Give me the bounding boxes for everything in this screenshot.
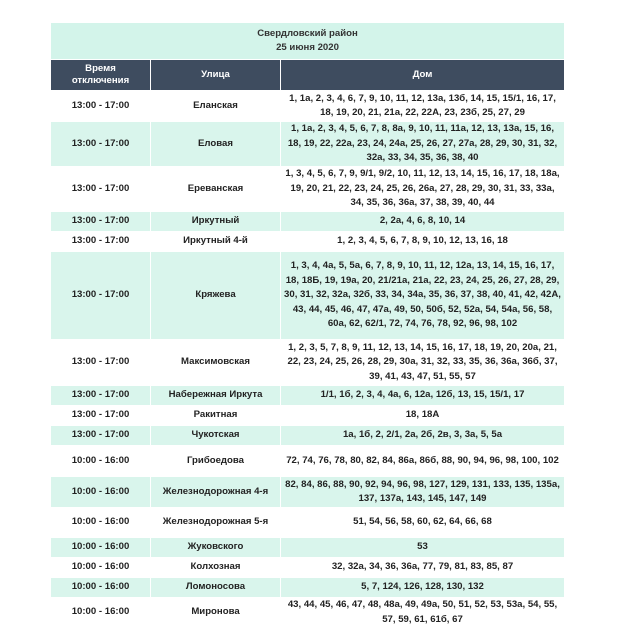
houses-cell: 51, 54, 56, 58, 60, 62, 64, 66, 68 bbox=[281, 508, 565, 538]
time-cell: 13:00 - 17:00 bbox=[51, 91, 151, 122]
houses-cell: 82, 84, 86, 88, 90, 92, 94, 96, 98, 127, 129, 131, 133, 135, 135а, 137, 137а, 143, 145, 147, 149 bbox=[281, 477, 565, 508]
header-time: Время отключения bbox=[51, 60, 151, 91]
time-cell: 13:00 - 17:00 bbox=[51, 426, 151, 446]
houses-cell: 43, 44, 45, 46, 47, 48, 48а, 49, 49а, 50, 51, 52, 53, 53а, 54, 55, 57, 59, 61, 61б, 67 bbox=[281, 598, 565, 628]
street-cell: Иркутный bbox=[151, 212, 281, 232]
houses-cell: 1, 3, 4, 4а, 5, 5а, 6, 7, 8, 9, 10, 11, 12, 12а, 13, 14, 15, 16, 17, 18, 18Б, 19, 19а, 20, 21/21а, 21а, 22, 23, 24, 25, 26, 27, 28, 29, 30, 31, 32, 32а, 32б, 33, 34, 34а, 35, 36, 37, 38, 40, 41, 42, 42А, 43, 44, 45, 46, 47, 47а, 49, 50, 50б, 52, 52а, 54, 54а, 56, 58, 60а, 62, 62/1, 72, 74, 76, 78, 92, 96, 98, 102 bbox=[281, 252, 565, 340]
houses-cell: 18, 18А bbox=[281, 406, 565, 426]
time-cell: 13:00 - 17:00 bbox=[51, 232, 151, 252]
houses-cell: 1а, 1б, 2, 2/1, 2а, 2б, 2в, 3, 3а, 5, 5а bbox=[281, 426, 565, 446]
outage-table bbox=[50, 22, 565, 628]
houses-cell: 1, 1а, 2, 3, 4, 5, 6, 7, 8, 8а, 9, 10, 11, 11а, 12, 13, 13а, 15, 16, 18, 19, 22, 22а, 23, 24, 24а, 25, 26, 27, 27а, 28, 29, 30, 31, 32, 32а, 33, 34, 35, 36, 38, 40 bbox=[281, 122, 565, 167]
time-cell: 10:00 - 16:00 bbox=[51, 508, 151, 538]
time-cell: 13:00 - 17:00 bbox=[51, 386, 151, 406]
street-cell: Чукотская bbox=[151, 426, 281, 446]
table-row bbox=[51, 538, 565, 558]
table-row bbox=[51, 212, 565, 232]
street-cell: Колхозная bbox=[151, 558, 281, 578]
street-cell: Жуковского bbox=[151, 538, 281, 558]
street-cell: Грибоедова bbox=[151, 446, 281, 477]
street-cell: Еловая bbox=[151, 122, 281, 167]
houses-cell: 32, 32а, 34, 36, 36а, 77, 79, 81, 83, 85, 87 bbox=[281, 558, 565, 578]
table-row bbox=[51, 340, 565, 386]
schedule-date: 25 июня 2020 bbox=[276, 42, 339, 53]
street-cell: Ломоносова bbox=[151, 578, 281, 598]
table-row bbox=[51, 386, 565, 406]
table-row bbox=[51, 446, 565, 477]
street-cell: Набережная Иркута bbox=[151, 386, 281, 406]
time-cell: 10:00 - 16:00 bbox=[51, 477, 151, 508]
houses-cell: 1/1, 1б, 2, 3, 4, 4а, 6, 12а, 12б, 13, 15, 15/1, 17 bbox=[281, 386, 565, 406]
time-cell: 10:00 - 16:00 bbox=[51, 446, 151, 477]
table-row bbox=[51, 232, 565, 252]
time-cell: 13:00 - 17:00 bbox=[51, 122, 151, 167]
table-row bbox=[51, 578, 565, 598]
time-cell: 10:00 - 16:00 bbox=[51, 598, 151, 628]
table-row bbox=[51, 122, 565, 167]
time-cell: 10:00 - 16:00 bbox=[51, 578, 151, 598]
time-cell: 10:00 - 16:00 bbox=[51, 558, 151, 578]
houses-cell: 1, 2, 3, 4, 5, 6, 7, 8, 9, 10, 12, 13, 16, 18 bbox=[281, 232, 565, 252]
street-cell: Максимовская bbox=[151, 340, 281, 386]
district-name: Свердловский район bbox=[257, 28, 358, 39]
time-cell: 13:00 - 17:00 bbox=[51, 340, 151, 386]
houses-cell: 1, 1а, 2, 3, 4, 6, 7, 9, 10, 11, 12, 13а, 13б, 14, 15, 15/1, 16, 17, 18, 19, 20, 21, 21а, 22, 22А, 23, 23б, 25, 27, 29 bbox=[281, 91, 565, 122]
street-cell: Ереванская bbox=[151, 167, 281, 212]
street-cell: Кряжева bbox=[151, 252, 281, 340]
street-cell: Иркутный 4-й bbox=[151, 232, 281, 252]
table-row bbox=[51, 508, 565, 538]
street-cell: Ракитная bbox=[151, 406, 281, 426]
outage-schedule bbox=[50, 22, 564, 628]
houses-cell: 5, 7, 124, 126, 128, 130, 132 bbox=[281, 578, 565, 598]
header-street: Улица bbox=[151, 60, 281, 91]
time-cell: 13:00 - 17:00 bbox=[51, 252, 151, 340]
table-row bbox=[51, 167, 565, 212]
street-cell: Еланская bbox=[151, 91, 281, 122]
time-cell: 13:00 - 17:00 bbox=[51, 406, 151, 426]
time-cell: 13:00 - 17:00 bbox=[51, 167, 151, 212]
street-cell: Железнодорожная 4-я bbox=[151, 477, 281, 508]
street-cell: Железнодорожная 5-я bbox=[151, 508, 281, 538]
houses-cell: 1, 2, 3, 5, 7, 8, 9, 11, 12, 13, 14, 15, 16, 17, 18, 19, 20, 20а, 21, 22, 23, 24, 25, 26, 28, 29, 30а, 31, 32, 33, 35, 36, 36а, 36б, 37, 39, 41, 43, 47, 51, 55, 57 bbox=[281, 340, 565, 386]
houses-cell: 53 bbox=[281, 538, 565, 558]
table-row bbox=[51, 252, 565, 340]
table-row bbox=[51, 426, 565, 446]
header-house: Дом bbox=[281, 60, 565, 91]
time-cell: 10:00 - 16:00 bbox=[51, 538, 151, 558]
header-row bbox=[51, 60, 565, 91]
table-row bbox=[51, 598, 565, 628]
street-cell: Миронова bbox=[151, 598, 281, 628]
table-row bbox=[51, 558, 565, 578]
table-row bbox=[51, 406, 565, 426]
houses-cell: 72, 74, 76, 78, 80, 82, 84, 86а, 86б, 88, 90, 94, 96, 98, 100, 102 bbox=[281, 446, 565, 477]
table-row bbox=[51, 91, 565, 122]
table-row bbox=[51, 477, 565, 508]
table-title bbox=[51, 23, 565, 60]
houses-cell: 2, 2а, 4, 6, 8, 10, 14 bbox=[281, 212, 565, 232]
houses-cell: 1, 3, 4, 5, 6, 7, 9, 9/1, 9/2, 10, 11, 12, 13, 14, 15, 16, 17, 18, 18а, 19, 20, 21, 22, 23, 24, 25, 26, 26а, 27, 28, 29, 30, 31, 33, 33а, 34, 35, 36, 36а, 37, 38, 39, 40, 44 bbox=[281, 167, 565, 212]
time-cell: 13:00 - 17:00 bbox=[51, 212, 151, 232]
